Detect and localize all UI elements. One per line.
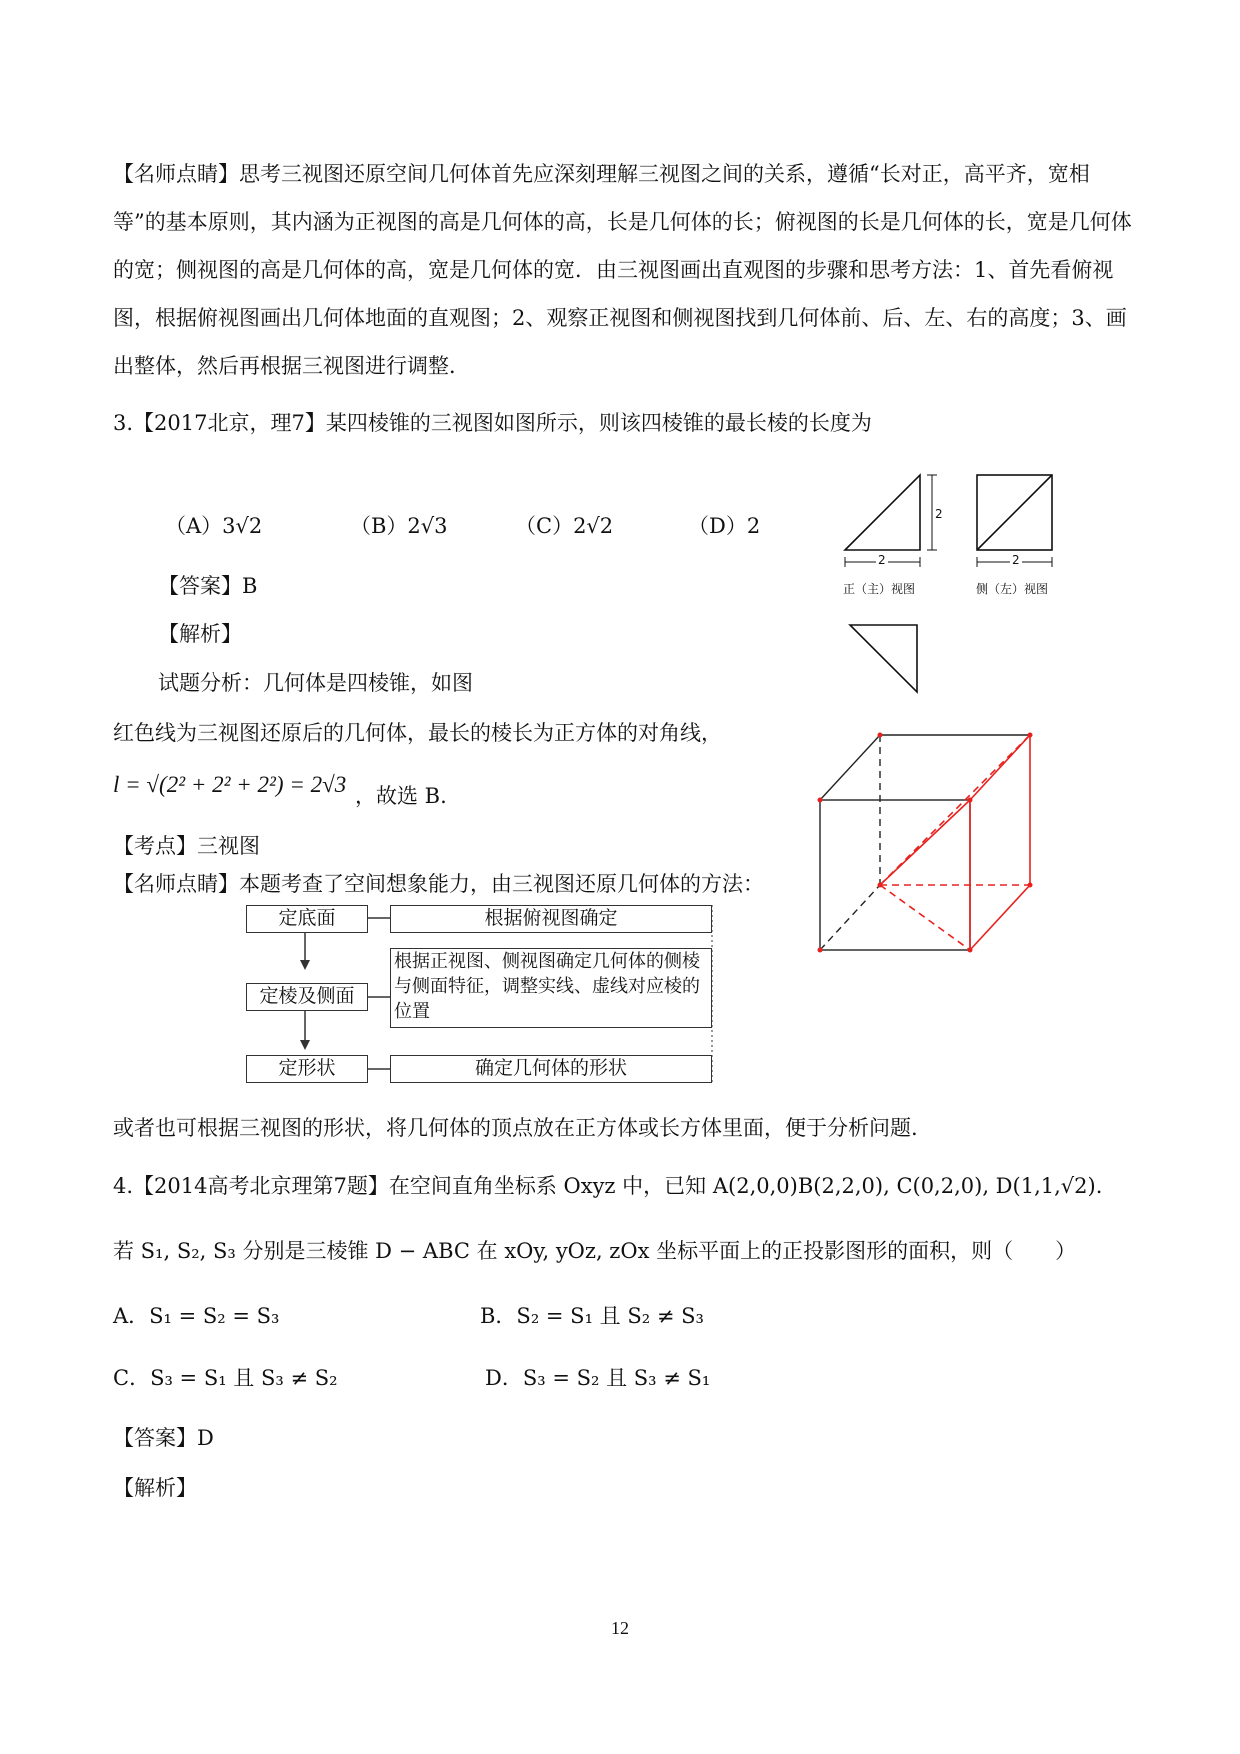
cube-pyramid-diagram bbox=[815, 730, 1075, 960]
q3-mingshi: 【名师点睛】本题考查了空间想象能力，由三视图还原几何体的方法： bbox=[113, 872, 764, 896]
q3-option-b: （B）2√3 bbox=[350, 514, 448, 538]
side-view-caption: 侧（左）视图 bbox=[976, 582, 1049, 596]
front-view-caption: 正（主）视图 bbox=[843, 582, 916, 596]
q3-closing: 或者也可根据三视图的形状，将几何体的顶点放在正方体或长方体里面，便于分析问题. bbox=[113, 1116, 918, 1140]
q4-option-d: D．S₃ = S₂ 且 S₃ ≠ S₁ bbox=[485, 1366, 711, 1390]
q4-option-c: C．S₃ = S₁ 且 S₃ ≠ S₂ bbox=[113, 1366, 338, 1390]
flow-detail-3: 确定几何体的形状 bbox=[390, 1055, 712, 1083]
page-number: 12 bbox=[611, 1618, 629, 1638]
q3-option-a: （A）3√2 bbox=[165, 514, 263, 538]
front-view-diagram bbox=[840, 470, 950, 570]
side-view-width-label: 2 bbox=[1012, 553, 1020, 567]
front-view-height-label: 2 bbox=[935, 507, 943, 521]
flow-detail-2: 根据正视图、侧视图确定几何体的侧棱与侧面特征，调整实线、虚线对应棱的位置 bbox=[390, 948, 712, 1028]
q3-analysis-line1: 试题分析：几何体是四棱锥，如图 bbox=[158, 671, 473, 695]
q3-formula-tail: ，故选 B. bbox=[355, 784, 447, 808]
q4-analysis-title: 【解析】 bbox=[113, 1476, 197, 1500]
q3-answer: 【答案】B bbox=[158, 574, 258, 598]
q3-option-c: （C）2√2 bbox=[515, 514, 614, 538]
question-4-line2: 若 S₁, S₂, S₃ 分别是三棱锥 D − ABC 在 xOy, yOz, zOx 坐标平面上的正投影图形的面积，则（ ） bbox=[113, 1239, 1077, 1263]
flow-step-3: 定形状 bbox=[246, 1055, 368, 1083]
q4-answer: 【答案】D bbox=[113, 1426, 214, 1450]
question-4-line1: 4.【2014高考北京理第7题】在空间直角坐标系 Oxyz 中，已知 A(2,0,0)B(2,2,0), C(0,2,0), D(1,1,√2). bbox=[113, 1174, 1103, 1198]
q4-option-a: A．S₁ = S₂ = S₃ bbox=[113, 1304, 280, 1328]
top-view-diagram bbox=[845, 620, 925, 700]
q3-kaodian: 【考点】三视图 bbox=[113, 834, 260, 858]
flow-detail-1: 根据俯视图确定 bbox=[390, 905, 712, 933]
front-view-width-label: 2 bbox=[878, 553, 886, 567]
q4-option-b: B．S₂ = S₁ 且 S₂ ≠ S₃ bbox=[480, 1304, 704, 1328]
question-3: 3.【2017北京，理7】某四棱锥的三视图如图所示，则该四棱锥的最长棱的长度为 bbox=[113, 411, 872, 435]
flow-step-2: 定棱及侧面 bbox=[246, 983, 368, 1011]
mingshi-paragraph: 【名师点睛】思考三视图还原空间几何体首先应深刻理解三视图之间的关系，遵循“长对正，高平齐，宽相等”的基本原则，其内涵为正视图的高是几何体的高，长是几何体的长；俯视图的长是几何体的长，宽是几何体的宽；侧视图的高是几何体的高，宽是几何体的宽．由三视图画出直观图的步骤和思考方法：1、首先看俯视图，根据俯视图画出几何体地面的直观图；2、观察正视图和侧视图找到几何体前、后、左、右的高度；3、画出整体，然后再根据三视图进行调整． bbox=[113, 162, 1132, 378]
flow-step-1: 定底面 bbox=[246, 905, 368, 933]
q3-analysis-line2: 红色线为三视图还原后的几何体，最长的棱长为正方体的对角线， bbox=[113, 721, 722, 745]
q3-option-d: （D）2 bbox=[688, 514, 761, 538]
q3-formula: l = √(2² + 2² + 2²) = 2√3 bbox=[113, 772, 347, 797]
q3-analysis-title: 【解析】 bbox=[158, 622, 242, 646]
